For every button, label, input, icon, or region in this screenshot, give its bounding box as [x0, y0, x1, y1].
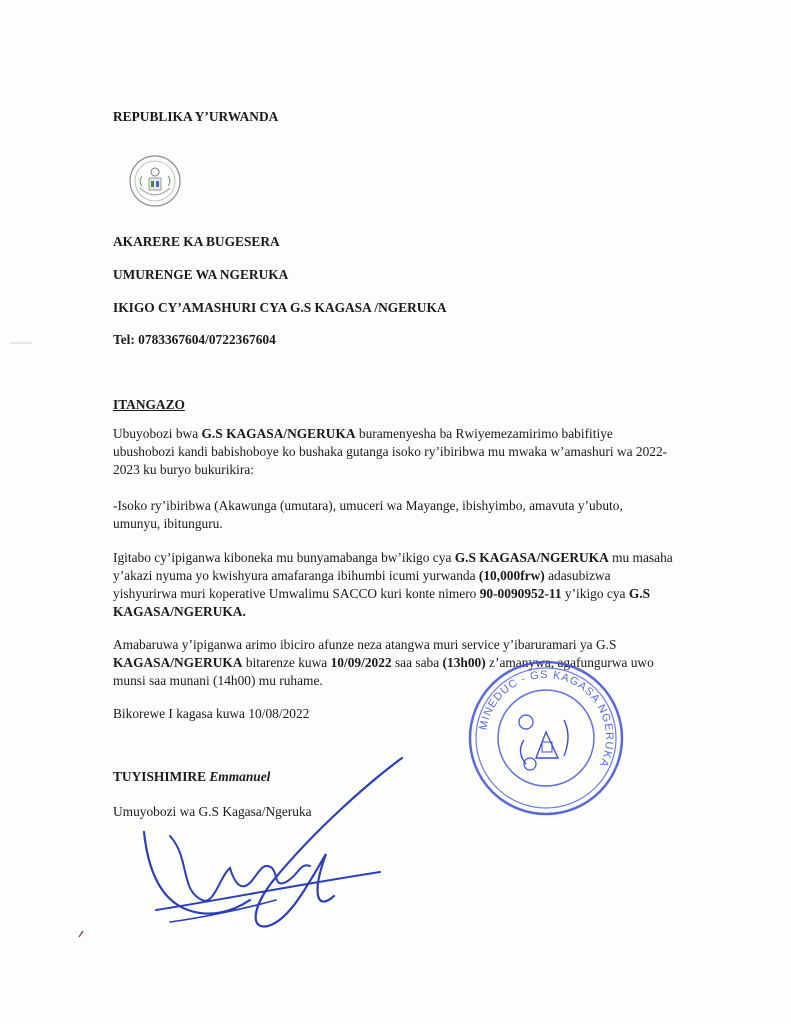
paragraph-items: -Isoko ry’ibiribwa (Akawunga (umutara), umuceri wa Mayange, ibishyimbo, amavuta y’ubuto, umunyu, ibitunguru. — [113, 498, 623, 531]
date-line: Bikorewe I kagasa kuwa 10/08/2022 — [113, 706, 310, 721]
signatory-name: TUYISHIMIRE Emmanuel — [113, 769, 271, 784]
telephone-line: Tel: 0783367604/0722367604 — [113, 332, 276, 347]
paragraph-tender-document: Igitabo cy’ipiganwa kiboneka mu bunyamabanga bw’ikigo cya G.S KAGASA/NGERUKA mu masaha y’akazi nyuma yo kwishyura amafaranga ibihumbi icumi yurwanda (10,000frw) adasubizwa yishyurirwa muri koperative Umwalimu SACCO kuri konte nimero 90-0090952-11 y’ikigo cya G.S KAGASA/NGERUKA. — [113, 550, 673, 619]
signatory-role: Umuyobozi wa G.S Kagasa/Ngeruka — [113, 804, 312, 819]
district-line: AKARERE KA BUGESERA — [113, 234, 280, 249]
notice-title: ITANGAZO — [113, 397, 185, 412]
paragraph-submission: Amabaruwa y’ipiganwa arimo ibiciro afunze neza atangwa muri service y’ibaruramari ya G.S KAGASA/NGERUKA bitarenze kuwa 10/09/2022 saa saba (13h00) z’amanywa, agafungurwa uwo munsi saa munani (14h00) mu ruhame. — [113, 637, 654, 688]
school-line: IKIGO CY’AMASHURI CYA G.S KAGASA /NGERUKA — [113, 300, 447, 315]
sector-line: UMURENGE WA NGERUKA — [113, 267, 289, 282]
republic-heading: REPUBLIKA Y’URWANDA — [113, 109, 279, 124]
paragraph-intro: Ubuyobozi bwa G.S KAGASA/NGERUKA buramenyesha ba Rwiyemezamirimo babifitiye ubushobozi kandi babishoboye ko bushaka gutanga isoko ry’ibiribwa mu mwaka w’amashuri wa 2022-2023 ku buryo bukurikira: — [113, 426, 668, 477]
scan-mark — [10, 340, 32, 346]
rwanda-emblem-icon — [128, 154, 182, 208]
ink-dot — [78, 930, 84, 938]
handwritten-signature — [140, 750, 440, 940]
svg-text:MINEDUC - GS KAGASA NGERUKA: MINEDUC - GS KAGASA NGERUKA — [477, 668, 616, 770]
school-stamp — [466, 660, 626, 816]
